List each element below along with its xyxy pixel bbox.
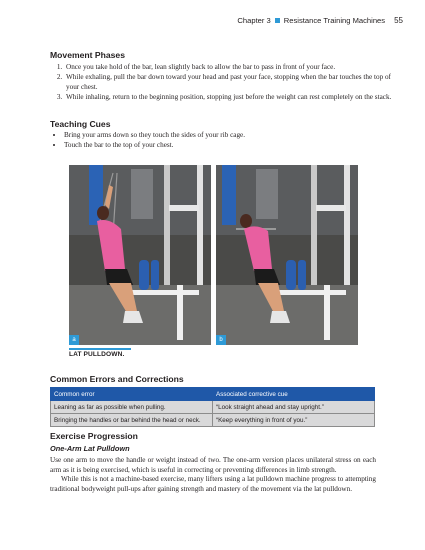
photo-b	[216, 165, 358, 345]
photo-a	[69, 165, 211, 345]
teaching-cues-list	[52, 131, 384, 151]
table-header-row	[51, 388, 375, 401]
list-item: 1. Once you take hold of the bar, lean slightly back to allow the bar to pass in front of your face.	[64, 63, 394, 72]
table-row	[51, 414, 375, 427]
progression-paragraph-2: While this is not a machine-based exercise, many lifters using a lat pulldown machine progress to attempting traditional bodyweight pull-ups after gaining strength and mastery of the movement via the lat pulldown.	[50, 475, 376, 493]
table-cell: “Keep everything in front of you.”	[213, 414, 375, 427]
movement-phases-heading: Movement Phases	[50, 50, 125, 60]
movement-phases-list	[50, 63, 394, 104]
list-item: • Bring your arms down so they touch the sides of your rib cage.	[64, 131, 384, 141]
table-cell: “Look straight ahead and stay upright.”	[213, 401, 375, 414]
gym-photo-a-illustration	[69, 165, 211, 345]
page-number: 55	[394, 16, 403, 25]
teaching-cues-heading: Teaching Cues	[50, 119, 111, 129]
one-arm-subheading: One-Arm Lat Pulldown	[50, 444, 130, 453]
column-header: Common error	[51, 388, 213, 401]
common-errors-heading: Common Errors and Corrections	[50, 374, 184, 384]
gym-photo-b-illustration	[216, 165, 358, 345]
list-item: 3. While inhaling, return to the beginning position, stopping just before the weight can rest completely on the stack.	[64, 93, 394, 102]
exercise-progression-heading: Exercise Progression	[50, 431, 138, 441]
list-item: • Touch the bar to the top of your chest.	[64, 141, 384, 151]
running-header	[237, 16, 403, 25]
list-item: 2. While exhaling, pull the bar down toward your head and past your face, stopping when the bar touches the top of your chest.	[64, 73, 394, 92]
figure-caption: LAT PULLDOWN.	[69, 351, 125, 358]
table-row	[51, 401, 375, 414]
progression-paragraph-1: Use one arm to move the handle or weight instead of two. The one-arm version places unilateral stress on each arm as it is being exercised, which is useful in correcting or preventing differences in limb strength.	[50, 456, 376, 474]
photo-a-label: a	[69, 335, 79, 345]
chapter-label: Chapter 3	[237, 16, 271, 25]
caption-rule	[69, 348, 131, 350]
table-cell: Bringing the handles or bar behind the head or neck.	[51, 414, 213, 427]
photo-b-label: b	[216, 335, 226, 345]
column-header: Associated corrective cue	[213, 388, 375, 401]
chapter-title: Resistance Training Machines	[283, 16, 386, 25]
errors-table	[50, 387, 375, 427]
header-square-icon	[275, 18, 280, 23]
table-cell: Leaning as far as possible when pulling.	[51, 401, 213, 414]
